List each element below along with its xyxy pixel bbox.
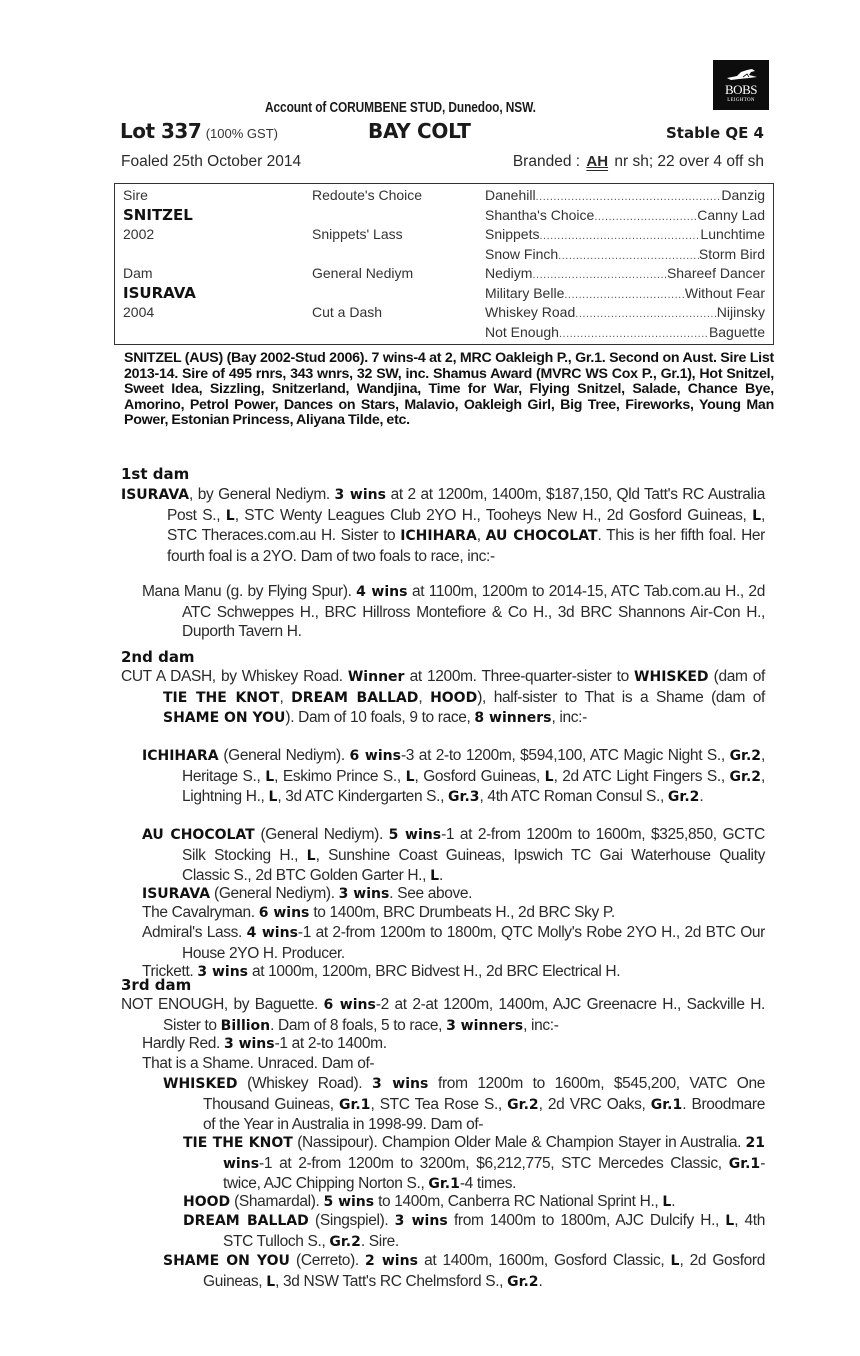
great-grandparent-sire: Shareef Dancer (666, 265, 765, 281)
dam-name: ISURAVA (123, 283, 196, 302)
great-grandparent-name: Whiskey Road (485, 304, 576, 320)
great-grandparent-name: Snippets (485, 226, 540, 242)
sire-year: 2002 (123, 226, 155, 242)
great-grand-progeny-entry: TIE THE KNOT (Nassipour). Champion Older Male & Champion Stayer in Australia. 21 wins-1 at 2-from 1200m to 3200m, $6,212,775, STC Mercedes Classic, Gr.1-twice, AJC Chipping Norton S., Gr.1-4 times. (183, 1134, 765, 1193)
progeny-entry: That is a Shame. Unraced. Dam of- (142, 1055, 375, 1072)
bold-highlight: 4 wins (356, 584, 408, 600)
bold-highlight: 3 wins (197, 964, 249, 980)
bold-highlight: 6 wins (349, 748, 401, 764)
bold-highlight: DREAM BALLAD (291, 689, 419, 706)
bold-highlight: L (662, 1194, 672, 1210)
great-grandparent-row (485, 284, 765, 304)
grandparent: Redoute's Choice (312, 187, 423, 203)
great-grandparent-sire: Nijinsky (716, 304, 765, 320)
bold-highlight: ISURAVA (121, 487, 190, 503)
vendor-account: Account of CORUMBENE STUD, Dunedoo, NSW. (265, 100, 536, 116)
foaled-date: Foaled 25th October 2014 (121, 153, 302, 170)
dam-entry: CUT A DASH, by Whiskey Road. Winner at 1200m. Three-quarter-sister to WHISKED (dam of TIE THE KNOT, DREAM BALLAD, HOOD), half-sister to That is a Shame (dam of SHAME ON YOU). Dam of 10 foals, 9 to race, 8 winners, inc:- (121, 668, 765, 727)
great-grandparent-sire: Baguette (708, 323, 765, 340)
lot-number: Lot 337 (120, 119, 202, 143)
progeny-entry: ISURAVA (General Nediym). 3 wins. See above. (142, 885, 473, 902)
bold-highlight: ICHIHARA (400, 528, 477, 545)
grand-progeny-entry: WHISKED (Whiskey Road). 3 wins from 1200m to 1600m, $545,200, VATC One Thousand Guineas, Gr.1, STC Tea Rose S., Gr.2, 2d VRC Oaks, Gr.1. Broodmare of the Year in Australia in 1998-99. Dam of- (163, 1075, 765, 1134)
bold-highlight: Gr.1 (428, 1176, 460, 1193)
great-grandparent-name: Nediym (485, 265, 533, 281)
bold-highlight: HOOD (183, 1194, 231, 1210)
pedigree-great-grandparents-column (485, 186, 765, 342)
bold-highlight: L (265, 768, 275, 785)
dam-entry: NOT ENOUGH, by Baguette. 6 wins-2 at 2-at 1200m, 1400m, AJC Greenacre H., Sackville H. Sister to Billion. Dam of 8 foals, 5 to race, 3 winners, inc:- (121, 996, 766, 1034)
bold-highlight: 6 wins (258, 905, 310, 921)
bold-highlight: L (266, 1273, 276, 1290)
second-dam-heading: 2nd dam (121, 648, 195, 666)
logo-text: BOBS (725, 82, 757, 97)
bold-highlight: Gr.2 (329, 1233, 361, 1250)
sire-name: SNITZEL (123, 205, 193, 224)
grand-progeny-entry: SHAME ON YOU (Cerreto). 2 wins at 1400m, 1600m, Gosford Classic, L, 2d Gosford Guineas, L, 3d NSW Tatt's RC Chelmsford S., Gr.2. (163, 1252, 766, 1290)
bold-highlight: 3 wins (223, 1036, 275, 1052)
great-grandparent-name: Danehill (485, 187, 536, 203)
bold-highlight: TIE THE KNOT (183, 1135, 293, 1151)
pedigree-grandparents-column (312, 186, 422, 323)
bold-highlight: L (725, 1213, 735, 1229)
grandparent: General Nediym (312, 265, 414, 281)
progeny-entry: Admiral's Lass. 4 wins-1 at 2-from 1200m to 1800m, QTC Molly's Robe 2YO H., 2d BTC Our House 2YO H. Producer. (142, 924, 765, 962)
bold-highlight: SHAME ON YOU (163, 1253, 290, 1269)
bold-highlight: SHAME ON YOU (163, 710, 286, 727)
bold-highlight: 3 winners (446, 1017, 524, 1034)
bold-highlight: 4 wins (246, 925, 298, 941)
branded-label: Branded : (512, 153, 581, 170)
grandparent: Cut a Dash (312, 304, 383, 320)
bold-highlight: DREAM BALLAD (183, 1213, 309, 1229)
great-grandparent-sire: Canny Lad (697, 206, 765, 223)
progeny-entry: ICHIHARA (General Nediym). 6 wins-3 at 2-to 1200m, $594,100, ATC Magic Night S., Gr.2, Heritage S., L, Eskimo Prince S., L, Gosford Guineas, L, 2d ATC Light Fingers S., Gr.2, Lightning H., L, 3d ATC Kindergarten S., Gr.3, 4th ATC Roman Consul S., Gr.2. (142, 747, 765, 806)
bold-highlight: Gr.3 (448, 789, 480, 806)
bold-highlight: L (544, 768, 554, 785)
bold-highlight: WHISKED (163, 1076, 238, 1092)
bold-highlight: Gr.1 (728, 1155, 761, 1172)
great-grandparent-row (485, 264, 765, 284)
branded-detail: nr sh; 22 over 4 off sh (614, 153, 764, 170)
bold-highlight: 2 wins (365, 1253, 418, 1269)
grandparent: Snippets' Lass (312, 226, 403, 242)
bold-highlight: AU CHOCOLAT (142, 827, 255, 843)
great-grand-progeny-entry: HOOD (Shamardal). 5 wins to 1400m, Canberra RC National Sprint H., L. (183, 1193, 676, 1210)
great-grandparent-name: Not Enough (485, 323, 559, 340)
great-grandparent-name: Military Belle (485, 284, 565, 301)
great-grandparent-row (485, 186, 765, 206)
bold-highlight: AU CHOCOLAT (485, 528, 598, 545)
sire-label: Sire (123, 187, 148, 203)
bird-logo-icon (725, 68, 759, 82)
pedigree-parents-column (123, 186, 196, 323)
bold-highlight: L (306, 847, 316, 864)
bold-highlight: 21 wins (223, 1135, 765, 1172)
great-grandparent-row (485, 323, 765, 343)
bold-highlight: Gr.2 (729, 768, 762, 785)
horse-description: BAY COLT (368, 119, 471, 143)
bold-highlight: Gr.2 (729, 748, 762, 764)
bold-highlight: 3 wins (338, 886, 390, 902)
bold-highlight: L (225, 507, 235, 524)
bold-highlight: 5 wins (323, 1194, 375, 1210)
great-grand-progeny-entry: DREAM BALLAD (Singspiel). 3 wins from 1400m to 1800m, AJC Dulcify H., L, 4th STC Tulloch S., Gr.2. Sire. (183, 1212, 765, 1250)
bold-highlight: Winner (347, 669, 405, 685)
great-grandparent-sire: Storm Bird (698, 245, 765, 262)
great-grandparent-sire: Without Fear (684, 284, 765, 301)
bold-highlight: 3 wins (371, 1076, 429, 1092)
bold-highlight: Gr.1 (650, 1096, 683, 1113)
great-grandparent-name: Shantha's Choice (485, 206, 595, 223)
bold-highlight: Gr.1 (338, 1096, 371, 1113)
bold-highlight: Billion (220, 1017, 271, 1034)
bold-highlight: TIE THE KNOT (163, 689, 280, 706)
third-dam-heading: 3rd dam (121, 976, 192, 994)
bold-highlight: L (430, 868, 439, 885)
great-grandparent-row (485, 303, 765, 323)
progeny-entry: Hardly Red. 3 wins-1 at 2-to 1400m. (142, 1035, 387, 1052)
great-grandparent-sire: Lunchtime (700, 226, 765, 242)
great-grandparent-sire: Danzig (721, 187, 765, 203)
branded-info (513, 153, 764, 171)
bold-highlight: 3 wins (394, 1213, 448, 1229)
great-grandparent-row (485, 206, 765, 226)
first-dam-heading: 1st dam (121, 465, 190, 483)
bold-highlight: L (670, 1253, 680, 1269)
great-grandparent-row (485, 245, 765, 265)
dam-label: Dam (123, 265, 153, 281)
bold-highlight: ICHIHARA (142, 748, 219, 764)
bold-highlight: L (752, 507, 762, 524)
pedigree-table (114, 183, 774, 345)
bold-highlight: Gr.2 (507, 1273, 539, 1290)
gst-note: (100% GST) (205, 126, 278, 141)
dam-entry: ISURAVA, by General Nediym. 3 wins at 2 at 1200m, 1400m, $187,150, Qld Tatt's RC Australia Post S., L, STC Wenty Leagues Club 2YO H., Tooheys New H., 2d Gosford Guineas, L, STC Theraces.com.au H. Sister to ICHIHARA, AU CHOCOLAT. This is her fifth foal. Her fourth foal is a 2YO. Dam of two foals to race, inc:- (121, 486, 765, 566)
bold-highlight: 5 wins (388, 827, 442, 843)
bold-highlight: ISURAVA (142, 886, 211, 902)
great-grandparent-row (485, 225, 765, 245)
bold-highlight: WHISKED (634, 669, 709, 685)
bold-highlight: 6 wins (323, 997, 376, 1013)
bobs-leighton-logo (713, 60, 769, 110)
bold-highlight: HOOD (430, 689, 478, 706)
stable-location: Stable QE 4 (665, 124, 764, 142)
bold-highlight: Gr.2 (507, 1096, 539, 1113)
progeny-entry: The Cavalryman. 6 wins to 1400m, BRC Drumbeats H., 2d BRC Sky P. (142, 904, 615, 921)
great-grandparent-name: Snow Finch (485, 245, 559, 262)
bold-highlight: 3 wins (334, 487, 386, 503)
sire-summary: SNITZEL (AUS) (Bay 2002-Stud 2006). 7 wins-4 at 2, MRC Oakleigh P., Gr.1. Second on Aust. Sire List 2013-14. Sire of 495 rnrs, 343 wnrs, 32 SW, inc. Shamus Award (MVRC WS Cox P., Gr.1), Hot Snitzel, Sweet Idea, Sizzling, Snitzerland, Wandjina, Time for War, Flying Snitzel, Salade, Chance Bye, Amorino, Petrol Power, Dances on Stars, Malavio, Oakleigh Girl, Big Tree, Fireworks, Young Man Power, Estonian Princess, Aliyana Tilde, etc. (124, 350, 774, 428)
bold-highlight: Gr.2 (667, 789, 700, 806)
brand-mark-icon: AH (586, 153, 609, 170)
progeny-entry: Mana Manu (g. by Flying Spur). 4 wins at 1100m, 1200m to 2014-15, ATC Tab.com.au H., 2d ATC Schweppes H., BRC Hillross Montefiore & Co H., 3d BRC Shannons Air-Con H., Duporth Tavern H. (142, 583, 765, 641)
bold-highlight: 8 winners (474, 710, 552, 727)
bold-highlight: L (405, 768, 415, 785)
progeny-entry: Trickett. 3 wins at 1000m, 1200m, BRC Bidvest H., 2d BRC Electrical H. (142, 963, 621, 980)
bold-highlight: L (268, 789, 278, 806)
lot-heading (120, 119, 278, 143)
progeny-entry: AU CHOCOLAT (General Nediym). 5 wins-1 at 2-from 1200m to 1600m, $325,850, GCTC Silk Stocking H., L, Sunshine Coast Guineas, Ipswich TC Gai Waterhouse Quality Classic S., 2d BTC Golden Garter H., L. (142, 826, 765, 885)
dam-year: 2004 (123, 304, 155, 320)
logo-subtext: LEIGHTON (727, 98, 755, 103)
